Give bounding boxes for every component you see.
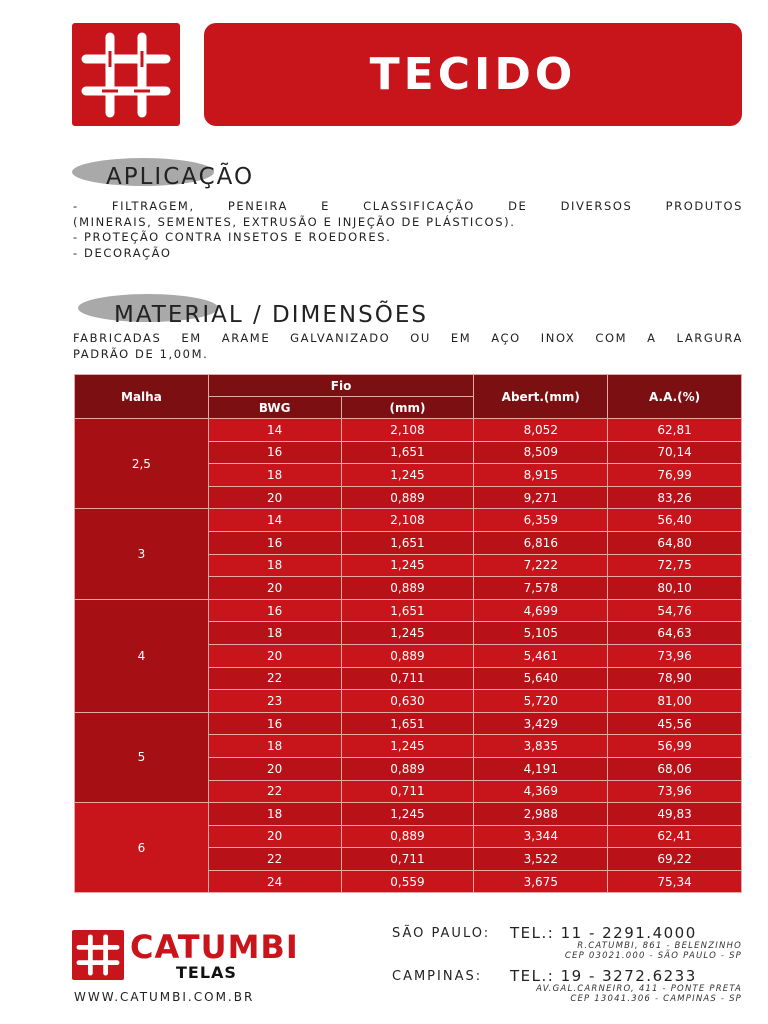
table-cell: 18	[208, 464, 341, 487]
table-cell: 0,889	[341, 825, 474, 848]
title-banner	[204, 23, 742, 126]
office-city: SÃO PAULO:	[392, 926, 491, 941]
table-row	[75, 599, 742, 622]
table-cell: 20	[208, 486, 341, 509]
table-cell: 5,105	[474, 622, 608, 645]
table-cell: 23	[208, 690, 341, 713]
page-title: TECIDO	[369, 49, 577, 100]
table-cell: 73,96	[608, 644, 742, 667]
table-cell: 20	[208, 757, 341, 780]
table-cell: 7,222	[474, 554, 608, 577]
table-cell: 5,640	[474, 667, 608, 690]
table-cell: 72,75	[608, 554, 742, 577]
table-cell: 49,83	[608, 803, 742, 826]
table-cell: 8,915	[474, 464, 608, 487]
table-cell: 0,711	[341, 780, 474, 803]
table-cell: 4,699	[474, 599, 608, 622]
table-cell: 73,96	[608, 780, 742, 803]
table-cell: 62,41	[608, 825, 742, 848]
table-cell: 2,988	[474, 803, 608, 826]
table-cell: 3,344	[474, 825, 608, 848]
table-cell: 45,56	[608, 712, 742, 735]
table-cell: 8,509	[474, 441, 608, 464]
malha-cell: 6	[75, 803, 209, 893]
table-cell: 0,559	[341, 870, 474, 893]
table-cell: 2,108	[341, 419, 474, 442]
table-cell: 16	[208, 531, 341, 554]
table-cell: 1,245	[341, 803, 474, 826]
col-header-bwg: BWG	[208, 397, 341, 419]
text-line: (MINERAIS, SEMENTES, EXTRUSÃO E INJEÇÃO DE PLÁSTICOS).	[73, 214, 516, 229]
website-link[interactable]: WWW.CATUMBI.COM.BR	[74, 990, 255, 1004]
table-cell: 18	[208, 554, 341, 577]
table-cell: 4,191	[474, 757, 608, 780]
table-cell: 56,99	[608, 735, 742, 758]
table-cell: 5,461	[474, 644, 608, 667]
table-cell: 70,14	[608, 441, 742, 464]
table-cell: 3,522	[474, 848, 608, 871]
table-cell: 16	[208, 712, 341, 735]
col-header-abert: Abert.(mm)	[474, 375, 608, 419]
table-cell: 8,052	[474, 419, 608, 442]
brand-name: CATUMBI	[130, 928, 299, 966]
brand-subtitle: TELAS	[176, 963, 237, 982]
office-phone: TEL.: 11 - 2291.4000	[510, 924, 697, 942]
text-line: PADRÃO DE 1,00M.	[73, 346, 209, 361]
table-cell: 3,835	[474, 735, 608, 758]
table-row	[75, 803, 742, 826]
malha-cell: 2,5	[75, 419, 209, 509]
table-cell: 1,245	[341, 464, 474, 487]
brand-logo	[72, 23, 180, 126]
col-header-aa: A.A.(%)	[608, 375, 742, 419]
table-cell: 0,889	[341, 577, 474, 600]
table-cell: 0,889	[341, 644, 474, 667]
dimensions-table	[74, 374, 742, 893]
table-cell: 1,651	[341, 712, 474, 735]
table-cell: 22	[208, 667, 341, 690]
table-row	[75, 712, 742, 735]
table-cell: 80,10	[608, 577, 742, 600]
malha-cell: 3	[75, 509, 209, 599]
table-cell: 22	[208, 848, 341, 871]
table-cell: 64,63	[608, 622, 742, 645]
table-cell: 18	[208, 622, 341, 645]
table-cell: 16	[208, 599, 341, 622]
table-cell: 64,80	[608, 531, 742, 554]
table-row	[75, 419, 742, 442]
office-phone: TEL.: 19 - 3272.6233	[510, 967, 697, 985]
text-line: - FILTRAGEM, PENEIRA E CLASSIFICAÇÃO DE DIVERSOS PRODUTOS	[73, 199, 743, 213]
table-cell: 0,889	[341, 486, 474, 509]
address-line: CEP 13041.306 - CAMPINAS - SP	[570, 994, 742, 1004]
office-address	[482, 941, 742, 961]
text-line: - PROTEÇÃO CONTRA INSETOS E ROEDORES.	[73, 230, 392, 244]
table-cell: 56,40	[608, 509, 742, 532]
woven-mesh-icon	[76, 934, 120, 976]
table-cell: 20	[208, 825, 341, 848]
table-cell: 54,76	[608, 599, 742, 622]
table-cell: 22	[208, 780, 341, 803]
table-cell: 68,06	[608, 757, 742, 780]
table-body	[75, 419, 742, 893]
table-cell: 14	[208, 419, 341, 442]
table-cell: 24	[208, 870, 341, 893]
table-cell: 1,651	[341, 441, 474, 464]
table-cell: 3,675	[474, 870, 608, 893]
table-cell: 75,34	[608, 870, 742, 893]
table-cell: 1,651	[341, 531, 474, 554]
col-header-fio: Fio	[208, 375, 474, 397]
table-cell: 83,26	[608, 486, 742, 509]
section-title: MATERIAL / DIMENSÕES	[114, 302, 428, 328]
col-header-malha: Malha	[75, 375, 209, 419]
table-cell: 6,816	[474, 531, 608, 554]
address-line: AV.GAL.CARNEIRO, 411 - PONTE PRETA	[536, 984, 742, 994]
office-city: CAMPINAS:	[392, 969, 483, 984]
table-cell: 18	[208, 803, 341, 826]
text-line: FABRICADAS EM ARAME GALVANIZADO OU EM AÇO INOX COM A LARGURA	[73, 331, 743, 345]
table-cell: 14	[208, 509, 341, 532]
table-cell: 1,245	[341, 735, 474, 758]
col-header-mm: (mm)	[341, 397, 474, 419]
table-cell: 5,720	[474, 690, 608, 713]
table-cell: 20	[208, 577, 341, 600]
aplicacao-text	[73, 199, 743, 261]
table-cell: 6,359	[474, 509, 608, 532]
table-cell: 18	[208, 735, 341, 758]
table-cell: 7,578	[474, 577, 608, 600]
table-cell: 78,90	[608, 667, 742, 690]
table-cell: 1,651	[341, 599, 474, 622]
woven-mesh-icon	[80, 31, 172, 119]
text-line: - DECORAÇÃO	[73, 245, 172, 260]
section-material-heading	[72, 294, 572, 334]
table-cell: 20	[208, 644, 341, 667]
section-title: APLICAÇÃO	[106, 164, 255, 190]
table-cell: 1,245	[341, 622, 474, 645]
office-address	[462, 984, 742, 1004]
malha-cell: 5	[75, 712, 209, 802]
table-cell: 16	[208, 441, 341, 464]
table-cell: 3,429	[474, 712, 608, 735]
section-aplicacao-heading	[72, 158, 572, 198]
table-cell: 0,630	[341, 690, 474, 713]
table-cell: 1,245	[341, 554, 474, 577]
malha-cell: 4	[75, 599, 209, 712]
footer-logo	[72, 930, 124, 980]
address-line: CEP 03021.000 - SÃO PAULO - SP	[564, 951, 742, 961]
material-text	[73, 331, 743, 362]
table-cell: 9,271	[474, 486, 608, 509]
table-cell: 76,99	[608, 464, 742, 487]
table-cell: 4,369	[474, 780, 608, 803]
table-cell: 62,81	[608, 419, 742, 442]
table-cell: 2,108	[341, 509, 474, 532]
table-cell: 81,00	[608, 690, 742, 713]
table-cell: 0,711	[341, 667, 474, 690]
address-line: R.CATUMBI, 861 - BELENZINHO	[577, 941, 742, 951]
table-row	[75, 509, 742, 532]
table-cell: 69,22	[608, 848, 742, 871]
table-cell: 0,711	[341, 848, 474, 871]
table-cell: 0,889	[341, 757, 474, 780]
